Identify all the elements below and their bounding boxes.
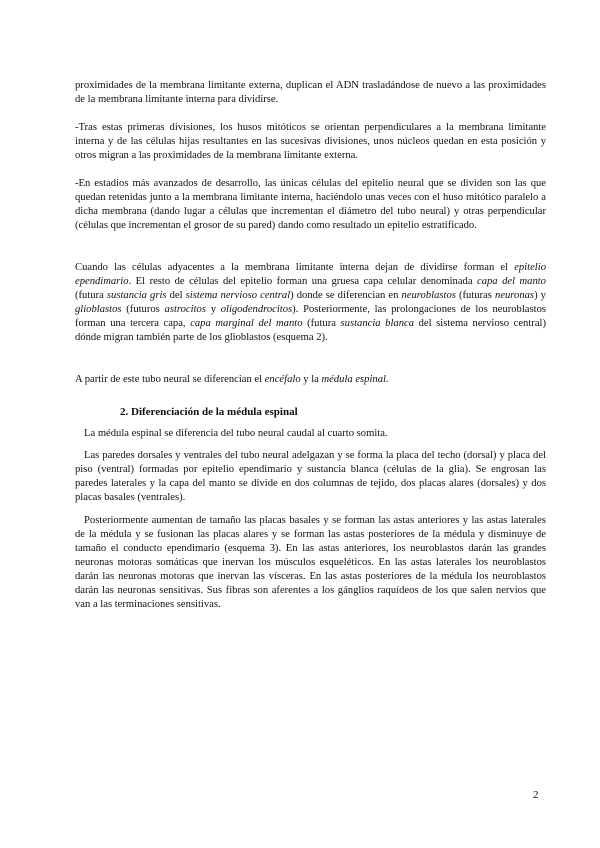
text-run: del sistema nervioso central) dónde migran también parte de los glioblastos (esquema 2). [75,318,546,343]
term-sustancia-gris: sustancia gris [106,290,167,301]
text-run: y [205,304,221,315]
page-number: 2 [533,789,539,801]
text-run: . El resto de células del epitelio forman una gruesa capa celular denominada [128,276,478,287]
paragraph-5 [75,373,546,387]
term-sistema-nervioso-central: sistema nervioso central [185,290,291,301]
paragraph-3: -En estadios más avanzados de desarrollo, las únicas células del epitelio neural que se dividen son las que quedan retenidas junto a la membrana limitante interna, haciéndolo unas veces con el huso mitótico paralelo a dicha membrana (dando lugar a células que incrementan el diámetro del tubo neural) y otras perpendicular (células que incrementan el grosor de su pared) dando como resultado un epitelio estratificado. [75,178,546,231]
text-run: ). Posteriormente, las prolongaciones de los neuroblastos forman una tercera capa, [75,304,546,329]
term-glioblastos: glioblastos [75,304,122,315]
term-sustancia-blanca: sustancia blanca [340,318,415,329]
term-neuroblastos: neuroblastos [401,290,456,301]
text-run: y la [300,374,322,385]
text-run: (futura [75,290,107,301]
paragraph-2: -Tras estas primeras divisiones, los husos mitóticos se orientan perpendiculares a la membrana limitante interna y de las células hijas resultantes en las sucesivas divisiones, unos núcleos quedan en esta posición y otros migran a las proximidades de la membrana limitante externa. [75,122,546,161]
paragraph-8: Posteriormente aumentan de tamaño las placas basales y se forman las astas anteriores y las astas laterales de la médula y se fusionan las placas alares y se forman las astas posteriores de la médula y disminuye de tamaño el conducto ependimario (esquema 3). En las astas anteriores, los neuroblastos darán las grandes neuronas motoras somáticas que inervan los músculos esqueléticos. En las astas laterales los neuroblastos darán las neuronas motoras que inervan las vísceras. En las astas posteriores de la médula los neuroblastos darán las neuronas sensitivas. Sus fibras son aferentes a los gánglios raquídeos de los que salen nervios que van a las terminaciones sensitivas. [75,515,546,610]
term-encefalo: encéfalo [264,374,301,385]
term-capa-del-manto: capa del manto [477,276,546,287]
term-medula-espinal: médula espinal. [321,374,389,385]
text-run: Cuando las células adyacentes a la membrana limitante interna dejan de dividirse forman el [75,262,515,273]
text-run: del [166,290,186,301]
term-epitelio-ependimario: epitelio ependimario [75,262,546,287]
text-run: ) donde se diferencian en [290,290,402,301]
paragraph-6: La médula espinal se diferencia del tubo neural caudal al cuarto somita. [84,428,388,439]
term-astrocitos: astrocitos [164,304,206,315]
text-run: ) y [534,290,546,301]
paragraph-1: proximidades de la membrana limitante externa, duplican el ADN trasladándose de nuevo a las proximidades de la membrana limitante interna para dividirse. [75,80,546,105]
term-oligodendrocitos: oligodendrocitos [220,304,293,315]
paragraph-4 [75,261,546,345]
text-run: A partir de este tubo neural se diferencian el [75,374,265,385]
text-run: (futura [302,318,341,329]
term-neuronas: neuronas [495,290,535,301]
section-heading: 2. Diferenciación de la médula espinal [120,406,298,418]
text-run: (futuras [455,290,496,301]
text-run: (futuros [121,304,165,315]
paragraph-7: Las paredes dorsales y ventrales del tubo neural adelgazan y se forma la placa del techo (dorsal) y placa del piso (ventral) formadas por epitelio ependimario y sustancia blanca (células de la glia). Se engrosan las paredes laterales y la capa del manto se divide en dos columnas de tejido, dos placas alares (dorsales) y dos placas basales (ventrales). [75,450,546,503]
term-capa-marginal-del-manto: capa marginal del manto [190,318,303,329]
